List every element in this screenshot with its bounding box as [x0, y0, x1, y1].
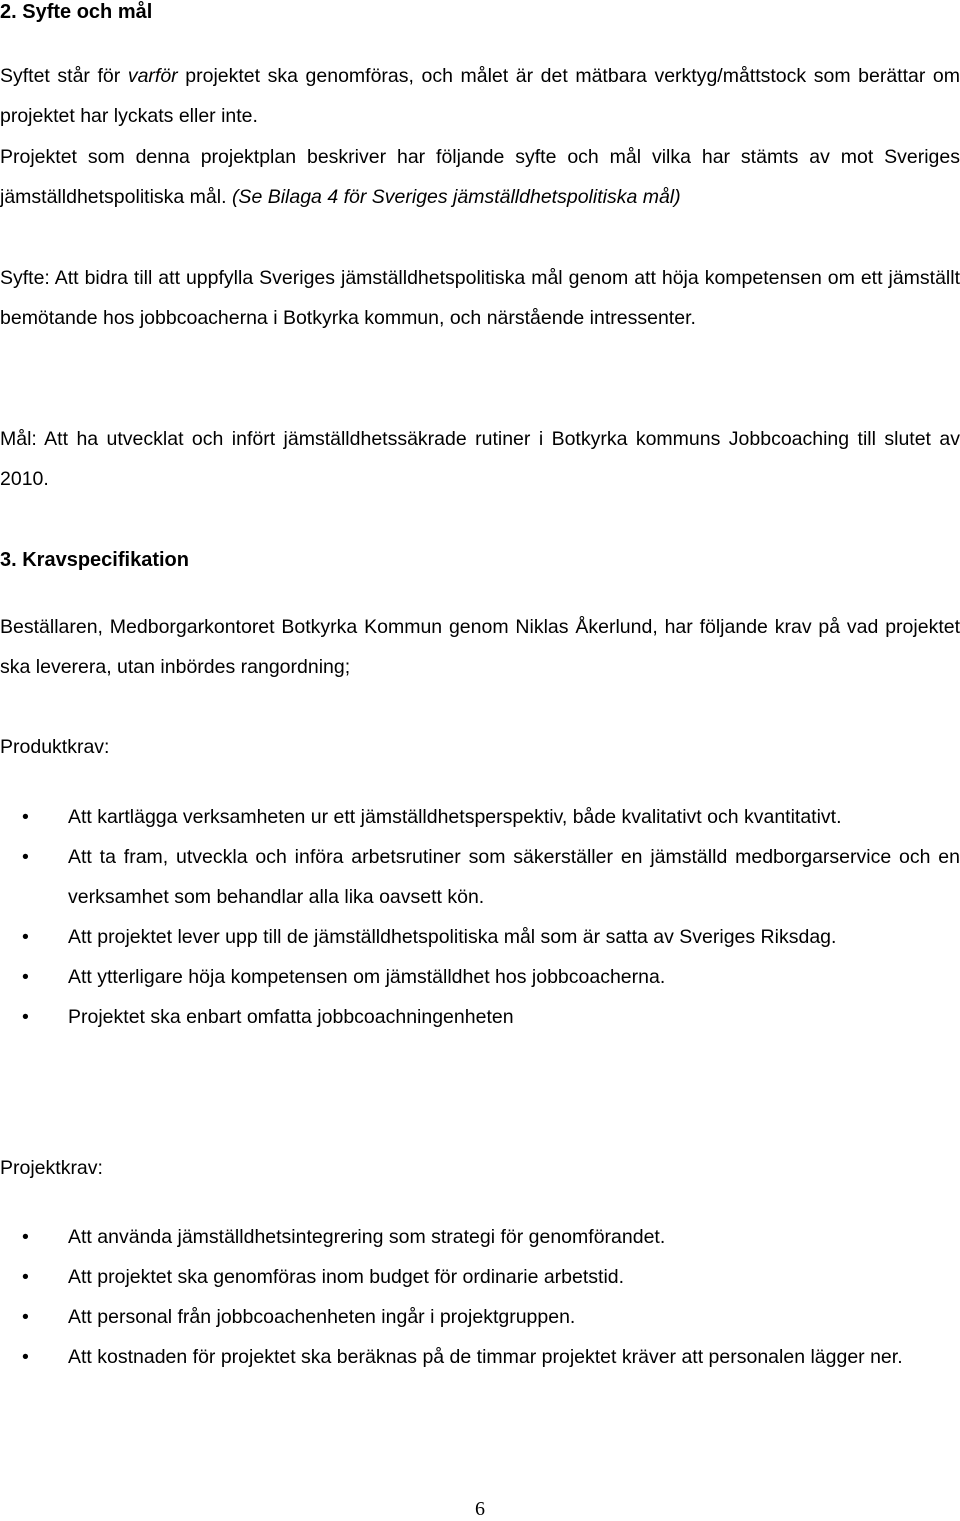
- list-item: [0, 957, 960, 997]
- bullet-icon: •: [22, 1306, 29, 1328]
- list-item-text: Att projektet ska genomföras inom budget för ordinarie arbetstid.: [68, 1266, 625, 1288]
- bullet-icon: •: [22, 1266, 29, 1288]
- produktkrav-label: Produktkrav:: [0, 736, 110, 758]
- list-item: [0, 837, 960, 917]
- list-item-text: Projektet ska enbart omfatta jobbcoachningenheten: [68, 1006, 514, 1028]
- projektkrav-list: [0, 1217, 960, 1377]
- list-item-text: Att använda jämställdhetsintegrering som strategi för genomförandet.: [68, 1226, 666, 1248]
- section-3-intro: Beställaren, Medborgarkontoret Botkyrka Kommun genom Niklas Åkerlund, har följande krav på vad projektet ska leverera, utan inbördes rangordning;: [0, 616, 960, 678]
- page-number: 6: [475, 1498, 485, 1520]
- bullet-icon: •: [22, 966, 29, 988]
- bullet-icon: •: [22, 1226, 29, 1248]
- list-item: [0, 997, 960, 1037]
- mal-paragraph: Mål: Att ha utvecklat och infört jämställdhetssäkrade rutiner i Botkyrka kommuns Jobbcoaching till slutet av 2010.: [0, 428, 960, 490]
- projektkrav-label: Projektkrav:: [0, 1157, 103, 1179]
- list-item: [0, 797, 960, 837]
- bullet-icon: •: [22, 806, 29, 828]
- list-item-text: Att ytterligare höja kompetensen om jämställdhet hos jobbcoacherna.: [68, 966, 666, 988]
- list-item-text: Att personal från jobbcoachenheten ingår i projektgruppen.: [68, 1306, 576, 1328]
- intro-text-1: Syftet står för: [0, 65, 128, 87]
- list-item: [0, 1337, 960, 1377]
- list-item-text: Att kostnaden för projektet ska beräknas på de timmar projektet kräver att personalen lägger ner.: [68, 1346, 903, 1368]
- intro2-emphasis: (Se Bilaga 4 för Sveriges jämställdhetspolitiska mål): [231, 186, 681, 208]
- list-item-text: Att kartlägga verksamheten ur ett jämställdhetsperspektiv, både kvalitativt och kvantitativt.: [68, 806, 842, 828]
- section-2-heading: 2. Syfte och mål: [0, 1, 153, 23]
- bullet-icon: •: [22, 926, 29, 948]
- list-item: [0, 1297, 960, 1337]
- bullet-icon: •: [22, 846, 29, 868]
- section-2-intro-2: [0, 137, 960, 217]
- intro-emphasis: varför: [127, 65, 178, 87]
- list-item: [0, 1217, 960, 1257]
- section-2-intro: [0, 56, 960, 136]
- syfte-paragraph: Syfte: Att bidra till att uppfylla Sveriges jämställdhetspolitiska mål genom att höja kompetensen om ett jämställt bemötande hos jobbcoacherna i Botkyrka kommun, och närstående intressenter.: [0, 267, 960, 329]
- intro2-text: Projektet som denna projektplan beskriver har följande syfte och mål vilka har stämts av mot Sveriges jämställdhetspolitiska mål.: [0, 146, 960, 208]
- list-item-text: Att projektet lever upp till de jämställdhetspolitiska mål som är satta av Sveriges Riksdag.: [68, 926, 837, 948]
- list-item: [0, 917, 960, 957]
- bullet-icon: •: [22, 1346, 29, 1368]
- produktkrav-list: [0, 797, 960, 1037]
- list-item-text: Att ta fram, utveckla och införa arbetsrutiner som säkerställer en jämställd medborgarservice och en verksamhet som behandlar alla lika oavsett kön.: [68, 846, 960, 908]
- section-3-heading: 3. Kravspecifikation: [0, 549, 189, 571]
- list-item: [0, 1257, 960, 1297]
- intro-text-2: projektet ska genomföras, och målet är det mätbara verktyg/måttstock som berättar om projektet har lyckats eller inte.: [0, 65, 960, 127]
- bullet-icon: •: [22, 1006, 29, 1028]
